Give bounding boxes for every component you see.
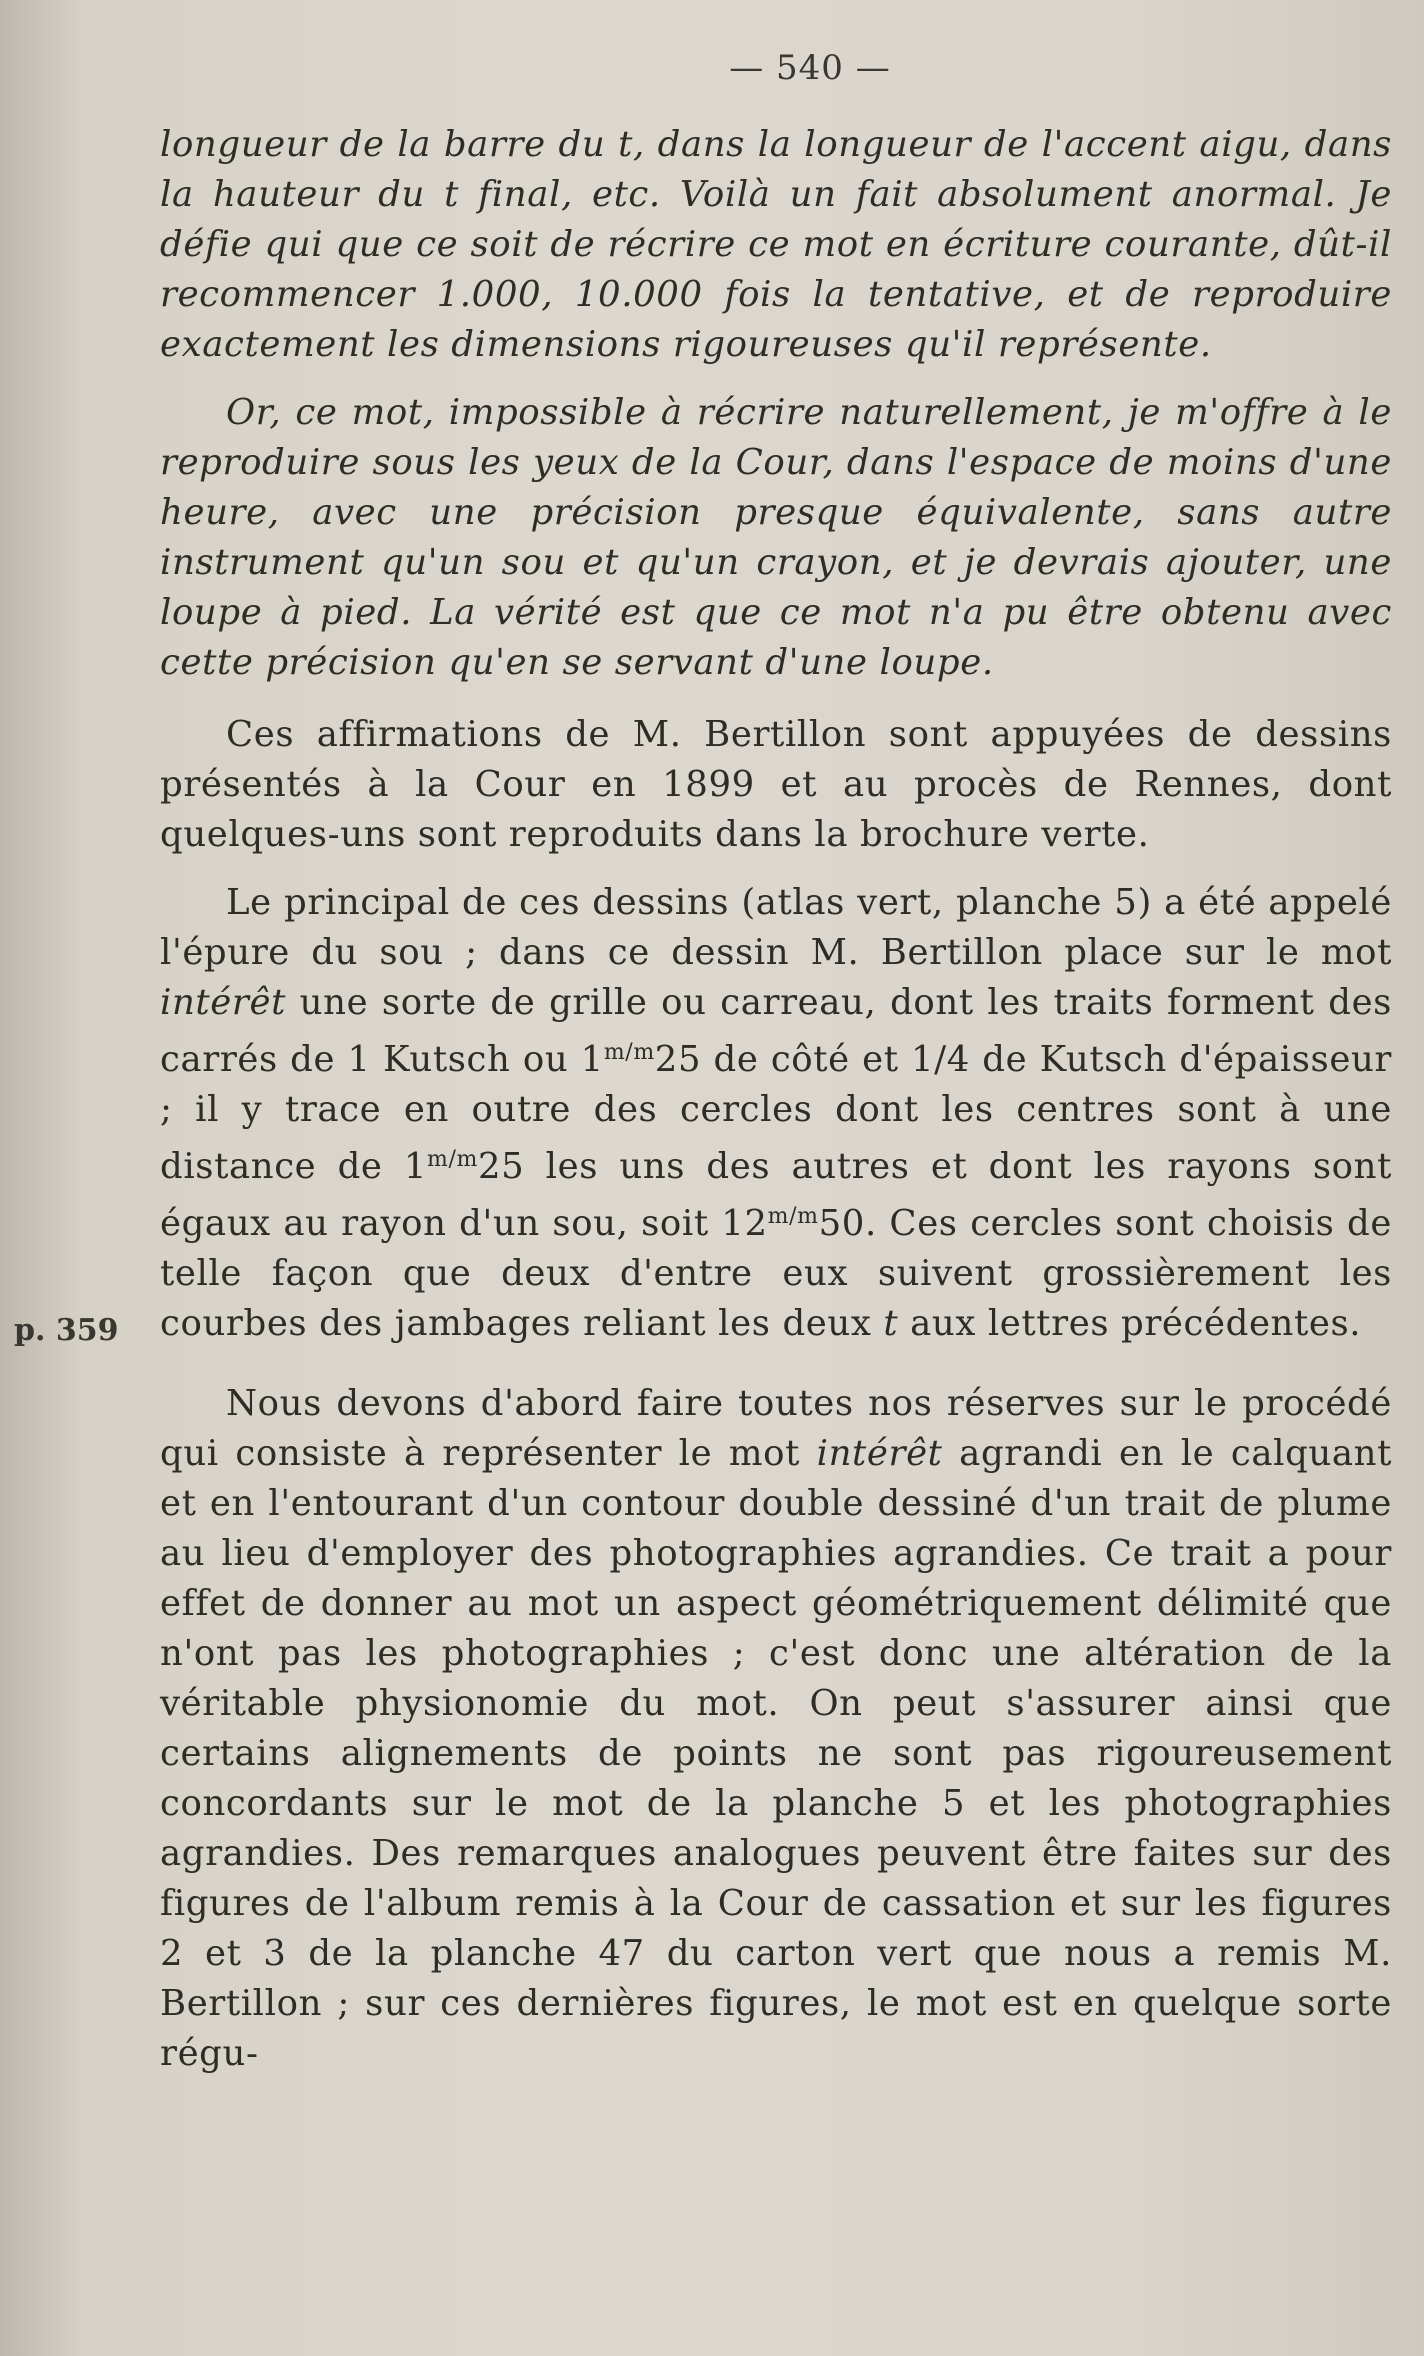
paragraph-4-text-c: une sorte de grille ou carreau, dont les traits forment des carrés de 1 Kutsch ou 1 [160, 982, 1392, 1081]
paragraph-5 [160, 1379, 1392, 2079]
unit-mm: m/m [767, 1204, 819, 1230]
page-body [160, 120, 1392, 2079]
paragraph-4-text-g: 25 les uns des autres et dont les rayons sont égaux au rayon d'un sou, soit 12 [160, 1146, 1392, 1245]
letter-t: t [883, 1303, 899, 1345]
paragraph-1: longueur de la barre du t, dans la longueur de l'accent aigu, dans la hauteur du t final, etc. Voilà un fait absolument anormal. Je défie qui que ce soit de récrire ce mot en écriture courante, dût-il recommencer 1.000, 10.000 fois la tentative, et de reproduire exactement les dimensions rigoureuses qu'il représente. [160, 124, 1392, 365]
paragraph-4-text-i: 50. Ces cercles sont choisis de telle façon que deux d'entre eux suivent grossièrement les courbes des jambages reliant les deux [160, 1203, 1392, 1345]
page-number: — 540 — [729, 48, 891, 88]
paragraph-2: Or, ce mot, impossible à récrire naturellement, je m'offre à le reproduire sous les yeux de la Cour, dans l'espace de moins d'une heure, avec une précision presque équivalente, sans autre instrument qu'un sou et qu'un crayon, et je devrais ajouter, une loupe à pied. La vérité est que ce mot n'a pu être obtenu avec cette précision qu'en se servant d'une loupe. [160, 392, 1392, 683]
paragraph-5-text-c: agrandi en le calquant et en l'entourant d'un contour double dessiné d'un trait de plume au lieu d'employer des photographies agrandies. Ce trait a pour effet de donner au mot un aspect géométriquement délimité que n'ont pas les photographies ; c'est donc une altération de la véritable physionomie du mot. On peut s'assurer ainsi que certains alignements de points ne sont pas rigoureusement concordants sur le mot de la planche 5 et les photographies agrandies. Des remarques analogues peuvent être faites sur des figures de l'album remis à la Cour de cassation et sur les figures 2 et 3 de la planche 47 du carton vert que nous a remis M. Bertillon ; sur ces dernières figures, le mot est en quelque sorte régu- [160, 1433, 1392, 2075]
word-interet: intérêt [160, 982, 286, 1023]
paragraph-4-text-a: Le principal de ces dessins (atlas vert, planche 5) a été appelé l'épure du sou ; dans ce dessin M. Bertillon place sur le mot [160, 882, 1392, 973]
paragraph-4-text-e: 25 de côté et 1/4 de Kutsch d'épaisseur ; il y trace en outre des cercles dont les centres sont à une distance de 1 [160, 1039, 1392, 1188]
paragraph-4 [160, 878, 1392, 1349]
paragraph-3: Ces affirmations de M. Bertillon sont appuyées de dessins présentés à la Cour en 1899 et au procès de Rennes, dont quelques-uns sont reproduits dans la brochure verte. [160, 714, 1392, 855]
unit-mm: m/m [603, 1040, 655, 1065]
unit-mm: m/m [427, 1147, 478, 1173]
margin-note: p. 359 [14, 1313, 119, 1348]
word-interet: intérêt [816, 1433, 943, 1475]
paragraph-5-text-a: Nous devons d'abord faire toutes nos réserves sur le procédé qui consiste à représenter le mot [160, 1383, 1392, 1475]
paragraph-4-text-k: aux lettres précédentes. [898, 1303, 1362, 1345]
